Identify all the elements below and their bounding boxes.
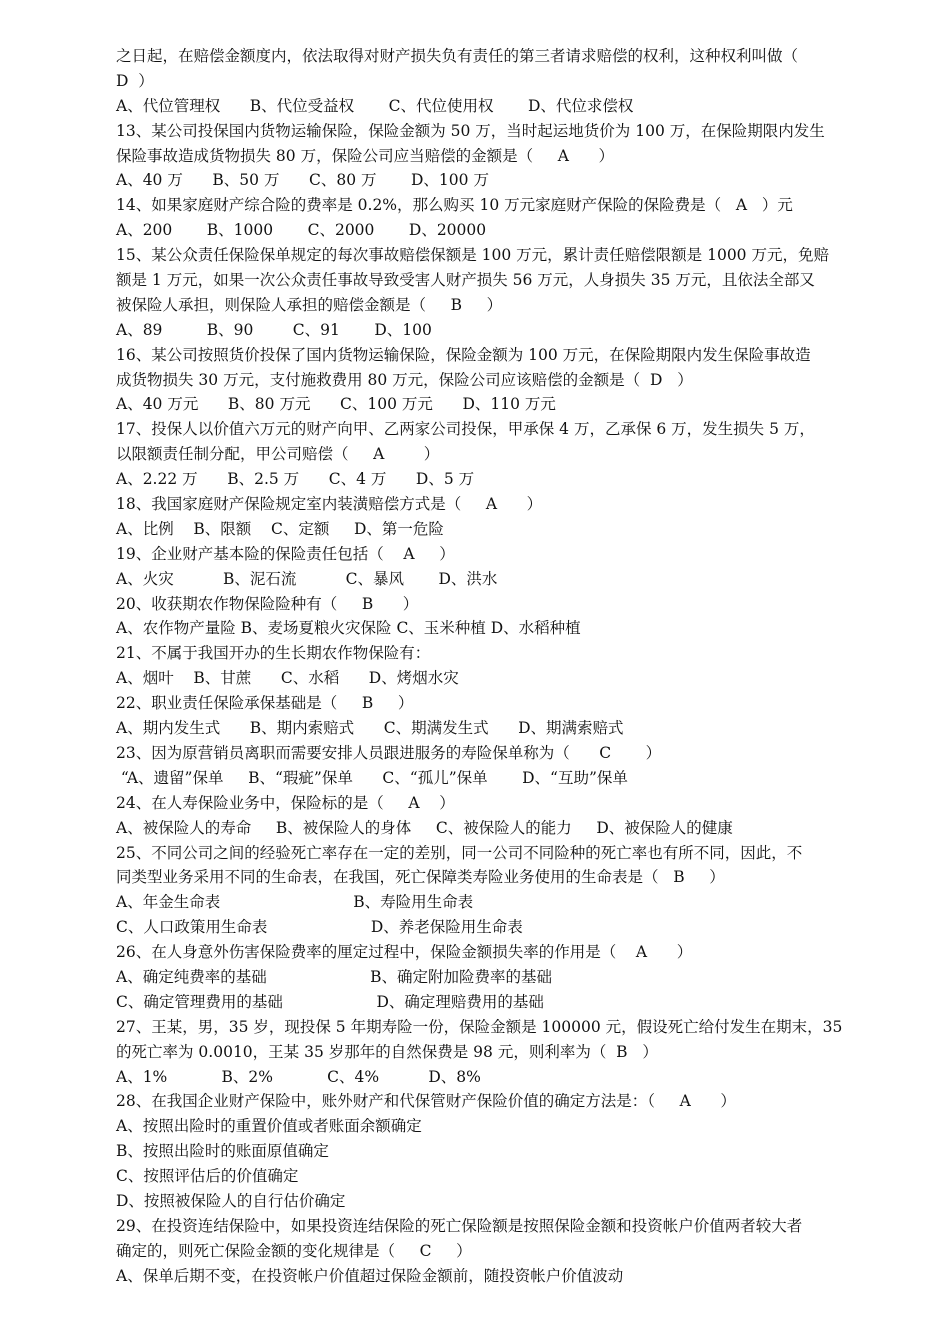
answer-options: A、年金生命表 B、寿险用生命表 bbox=[116, 893, 474, 912]
text-line: 之日起，在赔偿金额度内，依法取得对财产损失负有责任的第三者请求赔偿的权利，这种权利叫做（ bbox=[116, 47, 799, 65]
answer-options: C、人口政策用生命表 D、养老保险用生命表 bbox=[116, 918, 523, 937]
question-15: 15、某公众责任保险保单规定的每次事故赔偿保额是 100 万元，累计责任赔偿限额是 1000 万元，免赔 bbox=[116, 246, 829, 265]
question-28: 28、在我国企业财产保险中，账外财产和代保管财产保险价值的确定方法是：（ A ） bbox=[116, 1092, 736, 1111]
answer-options: C、确定管理费用的基础 D、确定理赔费用的基础 bbox=[116, 992, 544, 1011]
text-line: 以限额责任制分配，甲公司赔偿（ A ） bbox=[116, 445, 440, 464]
question-14: 14、如果家庭财产综合险的费率是 0.2%，那么购买 10 万元家庭财产保险的保险费是（ A ）元 bbox=[116, 196, 793, 215]
question-21: 21、不属于我国开办的生长期农作物保险有： bbox=[116, 644, 431, 663]
question-24: 24、在人寿保险业务中，保险标的是（ A ） bbox=[116, 793, 455, 812]
text-line: 额是 1 万元，如果一次公众责任事故导致受害人财产损失 56 万元，人身损失 35 万元，且依法全部又 bbox=[116, 271, 815, 290]
answer-options: A、被保险人的寿命 B、被保险人的身体 C、被保险人的能力 D、被保险人的健康 bbox=[116, 818, 733, 837]
text-line: 成货物损失 30 万元，支付施救费用 80 万元，保险公司应该赔偿的金额是（ D ） bbox=[116, 370, 693, 389]
answer-option: C、按照评估后的价值确定 bbox=[116, 1167, 299, 1186]
answer-options: A、2.22 万 B、2.5 万 C、4 万 D、5 万 bbox=[116, 470, 475, 489]
answer-options: “A、遗留”保单 B、“瑕疵”保单 C、“孤儿”保单 D、“互助”保单 bbox=[116, 768, 628, 787]
answer-options: A、代位管理权 B、代位受益权 C、代位使用权 D、代位求偿权 bbox=[116, 96, 634, 115]
answer-options: A、火灾 B、泥石流 C、暴风 D、洪水 bbox=[116, 569, 498, 588]
text-line: 被保险人承担，则保险人承担的赔偿金额是（ B ） bbox=[116, 295, 503, 314]
answer-option: D、按照被保险人的自行估价确定 bbox=[116, 1191, 346, 1210]
question-23: 23、因为原营销员离职而需要安排人员跟进服务的寿险保单称为（ C ） bbox=[116, 743, 662, 762]
answer-options: A、40 万元 B、80 万元 C、100 万元 D、110 万元 bbox=[116, 395, 556, 414]
question-22: 22、职业责任保险承保基础是（ B ） bbox=[116, 694, 414, 713]
question-19: 19、企业财产基本险的保险责任包括（ A ） bbox=[116, 544, 455, 563]
answer-options: A、89 B、90 C、91 D、100 bbox=[116, 320, 432, 339]
text-line: 确定的，则死亡保险金额的变化规律是（ C ） bbox=[116, 1241, 472, 1260]
answer-options: A、1% B、2% C、4% D、8% bbox=[116, 1067, 481, 1086]
question-13: 13、某公司投保国内货物运输保险，保险金额为 50 万，当时起运地货价为 100 万，在保险期限内发生 bbox=[116, 121, 825, 140]
answer-options: A、确定纯费率的基础 B、确定附加险费率的基础 bbox=[116, 967, 553, 986]
answer-option: B、按照出险时的账面原值确定 bbox=[116, 1142, 329, 1161]
answer-options: A、期内发生式 B、期内索赔式 C、期满发生式 D、期满索赔式 bbox=[116, 719, 624, 738]
question-20: 20、收获期农作物保险险种有（ B ） bbox=[116, 594, 419, 613]
answer-option: A、保单后期不变，在投资帐户价值超过保险金额前，随投资帐户价值波动 bbox=[116, 1266, 624, 1285]
answer-options: A、烟叶 B、甘蔗 C、水稻 D、烤烟水灾 bbox=[116, 669, 459, 688]
question-27: 27、王某，男，35 岁，现投保 5 年期寿险一份，保险金额是 100000 元，假设死亡给付发生在期末，35 bbox=[116, 1017, 843, 1036]
answer-option: A、按照出险时的重置价值或者账面余额确定 bbox=[116, 1117, 422, 1136]
question-18: 18、我国家庭财产保险规定室内装潢赔偿方式是（ A ） bbox=[116, 495, 543, 514]
text-line: 的死亡率为 0.0010，王某 35 岁那年的自然保费是 98 元，则利率为（ B ） bbox=[116, 1042, 658, 1061]
answer-options: A、200 B、1000 C、2000 D、20000 bbox=[116, 221, 487, 240]
question-25: 25、不同公司之间的经验死亡率存在一定的差别，同一公司不同险种的死亡率也有所不同，因此，不 bbox=[116, 843, 803, 862]
document-page bbox=[116, 44, 866, 1289]
question-29: 29、在投资连结保险中，如果投资连结保险的死亡保险额是按照保险金额和投资帐户价值两者较大者 bbox=[116, 1216, 803, 1235]
question-17: 17、投保人以价值六万元的财产向甲、乙两家公司投保，甲承保 4 万，乙承保 6 万，发生损失 5 万， bbox=[116, 420, 815, 439]
text-line: 保险事故造成货物损失 80 万，保险公司应当赔偿的金额是（ A ） bbox=[116, 146, 614, 165]
text-line: 同类型业务采用不同的生命表，在我国，死亡保障类寿险业务使用的生命表是（ B ） bbox=[116, 868, 725, 887]
question-16: 16、某公司按照货价投保了国内货物运输保险，保险金额为 100 万元，在保险期限内发生保险事故造 bbox=[116, 345, 811, 364]
answer-options: A、40 万 B、50 万 C、80 万 D、100 万 bbox=[116, 171, 489, 190]
answer-options: A、农作物产量险 B、麦场夏粮火灾保险 C、玉米种植 D、水稻种植 bbox=[116, 619, 581, 638]
text-line: D ） bbox=[116, 71, 154, 90]
answer-options: A、比例 B、限额 C、定额 D、第一危险 bbox=[116, 519, 444, 538]
question-26: 26、在人身意外伤害保险费率的厘定过程中，保险金额损失率的作用是（ A ） bbox=[116, 943, 693, 962]
